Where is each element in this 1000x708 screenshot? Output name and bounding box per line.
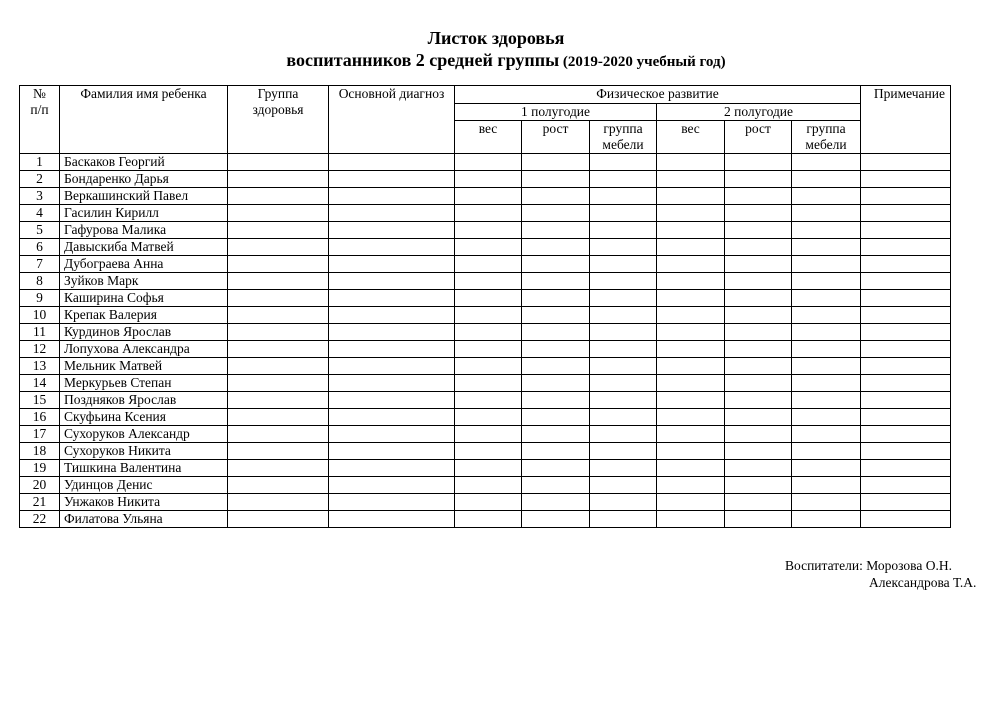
cell-health-group <box>228 477 329 494</box>
cell-h2-height <box>725 188 792 205</box>
table-row <box>20 324 951 341</box>
cell-num: 2 <box>20 171 60 188</box>
cell-diagnosis <box>329 324 455 341</box>
header-h1-furniture-line1: группа <box>603 121 643 136</box>
cell-health-group <box>228 375 329 392</box>
cell-num: 14 <box>20 375 60 392</box>
cell-h2-weight <box>657 256 725 273</box>
cell-h1-weight <box>455 477 522 494</box>
cell-h2-weight <box>657 477 725 494</box>
cell-child-name: Скуфьина Ксения <box>60 409 228 426</box>
table-row <box>20 222 951 239</box>
cell-diagnosis <box>329 273 455 290</box>
cell-health-group <box>228 273 329 290</box>
table-row <box>20 290 951 307</box>
cell-h1-weight <box>455 392 522 409</box>
cell-health-group <box>228 358 329 375</box>
cell-h1-furniture <box>590 460 657 477</box>
cell-h2-height <box>725 324 792 341</box>
cell-child-name: Сухоруков Александр <box>60 426 228 443</box>
cell-num: 3 <box>20 188 60 205</box>
cell-h2-height <box>725 273 792 290</box>
cell-child-name: Тишкина Валентина <box>60 460 228 477</box>
header-half1: 1 полугодие <box>455 104 657 121</box>
cell-h2-weight <box>657 358 725 375</box>
header-h1-height: рост <box>522 121 590 154</box>
cell-h2-height <box>725 375 792 392</box>
cell-child-name: Давыскиба Матвей <box>60 239 228 256</box>
cell-diagnosis <box>329 222 455 239</box>
cell-h1-weight <box>455 341 522 358</box>
cell-h1-height <box>522 426 590 443</box>
cell-h2-furniture <box>792 375 861 392</box>
cell-h1-height <box>522 392 590 409</box>
cell-h1-height <box>522 171 590 188</box>
cell-h1-height <box>522 273 590 290</box>
cell-h1-weight <box>455 154 522 171</box>
cell-health-group <box>228 205 329 222</box>
cell-h2-weight <box>657 460 725 477</box>
cell-h1-height <box>522 256 590 273</box>
cell-health-group <box>228 222 329 239</box>
cell-h2-height <box>725 341 792 358</box>
cell-num: 13 <box>20 358 60 375</box>
header-health-group-line2: здоровья <box>252 102 304 117</box>
cell-h2-weight <box>657 273 725 290</box>
cell-health-group <box>228 392 329 409</box>
cell-health-group <box>228 511 329 528</box>
cell-h1-height <box>522 460 590 477</box>
header-note: Примечание <box>861 86 951 154</box>
cell-child-name: Филатова Ульяна <box>60 511 228 528</box>
cell-child-name: Дубограева Анна <box>60 256 228 273</box>
cell-note <box>861 392 951 409</box>
subtitle-group: воспитанников 2 средней группы <box>286 50 560 70</box>
cell-diagnosis <box>329 443 455 460</box>
table-row <box>20 341 951 358</box>
cell-h1-weight <box>455 511 522 528</box>
cell-diagnosis <box>329 426 455 443</box>
cell-h1-weight <box>455 239 522 256</box>
header-h1-furniture-line2: мебели <box>602 137 644 152</box>
cell-h1-weight <box>455 375 522 392</box>
cell-num: 21 <box>20 494 60 511</box>
cell-diagnosis <box>329 171 455 188</box>
cell-note <box>861 188 951 205</box>
cell-h2-height <box>725 358 792 375</box>
cell-num: 12 <box>20 341 60 358</box>
cell-h2-weight <box>657 341 725 358</box>
cell-child-name: Унжаков Никита <box>60 494 228 511</box>
cell-h1-height <box>522 290 590 307</box>
cell-h2-height <box>725 443 792 460</box>
table-row <box>20 171 951 188</box>
table-row <box>20 494 951 511</box>
header-h2-weight: вес <box>657 121 725 154</box>
cell-h1-weight <box>455 426 522 443</box>
cell-num: 18 <box>20 443 60 460</box>
cell-diagnosis <box>329 392 455 409</box>
cell-diagnosis <box>329 205 455 222</box>
cell-h2-weight <box>657 205 725 222</box>
cell-health-group <box>228 494 329 511</box>
header-health-group <box>228 86 329 154</box>
cell-h1-weight <box>455 443 522 460</box>
cell-h2-weight <box>657 307 725 324</box>
cell-child-name: Веркашинский Павел <box>60 188 228 205</box>
cell-h1-height <box>522 154 590 171</box>
cell-note <box>861 256 951 273</box>
cell-num: 10 <box>20 307 60 324</box>
cell-diagnosis <box>329 409 455 426</box>
cell-num: 5 <box>20 222 60 239</box>
cell-h2-weight <box>657 290 725 307</box>
cell-health-group <box>228 154 329 171</box>
cell-child-name: Курдинов Ярослав <box>60 324 228 341</box>
cell-h1-furniture <box>590 375 657 392</box>
cell-diagnosis <box>329 256 455 273</box>
cell-child-name: Бондаренко Дарья <box>60 171 228 188</box>
cell-note <box>861 511 951 528</box>
cell-h2-weight <box>657 426 725 443</box>
header-h2-furniture <box>792 121 861 154</box>
cell-h1-height <box>522 307 590 324</box>
teachers-label: Воспитатели: Морозова О.Н. <box>785 558 952 573</box>
cell-h1-furniture <box>590 171 657 188</box>
cell-h1-furniture <box>590 290 657 307</box>
cell-num: 8 <box>20 273 60 290</box>
cell-h1-height <box>522 375 590 392</box>
table-row <box>20 460 951 477</box>
cell-h1-furniture <box>590 256 657 273</box>
header-h2-furniture-line2: мебели <box>805 137 847 152</box>
table-row <box>20 358 951 375</box>
cell-h1-height <box>522 188 590 205</box>
cell-h1-furniture <box>590 392 657 409</box>
cell-h2-weight <box>657 171 725 188</box>
cell-h2-height <box>725 494 792 511</box>
cell-health-group <box>228 443 329 460</box>
cell-h1-weight <box>455 460 522 477</box>
cell-h2-furniture <box>792 188 861 205</box>
cell-h2-furniture <box>792 358 861 375</box>
table-row <box>20 511 951 528</box>
cell-h2-weight <box>657 494 725 511</box>
cell-health-group <box>228 307 329 324</box>
cell-child-name: Мельник Матвей <box>60 358 228 375</box>
header-health-group-line1: Группа <box>257 86 299 101</box>
header-diagnosis: Основной диагноз <box>329 86 455 154</box>
cell-child-name: Удинцов Денис <box>60 477 228 494</box>
cell-h2-furniture <box>792 460 861 477</box>
cell-health-group <box>228 341 329 358</box>
cell-h2-height <box>725 171 792 188</box>
cell-h2-furniture <box>792 205 861 222</box>
document-title: Листок здоровья <box>427 28 565 48</box>
cell-h2-height <box>725 256 792 273</box>
header-physical: Физическое развитие <box>455 86 861 104</box>
cell-diagnosis <box>329 375 455 392</box>
cell-child-name: Лопухова Александра <box>60 341 228 358</box>
cell-note <box>861 222 951 239</box>
cell-h1-height <box>522 341 590 358</box>
table-row <box>20 375 951 392</box>
cell-h1-height <box>522 409 590 426</box>
header-h2-height: рост <box>725 121 792 154</box>
cell-h2-height <box>725 460 792 477</box>
cell-h1-weight <box>455 494 522 511</box>
cell-num: 7 <box>20 256 60 273</box>
header-h1-furniture <box>590 121 657 154</box>
cell-h1-furniture <box>590 188 657 205</box>
cell-diagnosis <box>329 511 455 528</box>
cell-h1-height <box>522 477 590 494</box>
cell-num: 20 <box>20 477 60 494</box>
cell-h2-furniture <box>792 443 861 460</box>
cell-h1-furniture <box>590 426 657 443</box>
cell-note <box>861 154 951 171</box>
table-row <box>20 256 951 273</box>
cell-h1-height <box>522 443 590 460</box>
cell-note <box>861 358 951 375</box>
cell-diagnosis <box>329 154 455 171</box>
cell-h1-furniture <box>590 205 657 222</box>
cell-h2-weight <box>657 222 725 239</box>
cell-h1-furniture <box>590 222 657 239</box>
cell-child-name: Баскаков Георгий <box>60 154 228 171</box>
table-row <box>20 477 951 494</box>
cell-child-name: Поздняков Ярослав <box>60 392 228 409</box>
cell-num: 1 <box>20 154 60 171</box>
cell-h1-furniture <box>590 443 657 460</box>
cell-note <box>861 477 951 494</box>
cell-h1-weight <box>455 409 522 426</box>
cell-num: 6 <box>20 239 60 256</box>
cell-note <box>861 307 951 324</box>
cell-note <box>861 341 951 358</box>
cell-h2-furniture <box>792 511 861 528</box>
cell-health-group <box>228 426 329 443</box>
cell-note <box>861 426 951 443</box>
cell-diagnosis <box>329 494 455 511</box>
cell-h1-weight <box>455 358 522 375</box>
cell-h1-weight <box>455 273 522 290</box>
cell-diagnosis <box>329 290 455 307</box>
cell-num: 4 <box>20 205 60 222</box>
cell-h1-weight <box>455 171 522 188</box>
health-table <box>19 85 951 528</box>
cell-h1-furniture <box>590 511 657 528</box>
cell-health-group <box>228 188 329 205</box>
cell-h2-height <box>725 307 792 324</box>
cell-h2-weight <box>657 154 725 171</box>
cell-num: 16 <box>20 409 60 426</box>
cell-h2-weight <box>657 409 725 426</box>
cell-h1-height <box>522 494 590 511</box>
cell-num: 15 <box>20 392 60 409</box>
cell-h1-weight <box>455 222 522 239</box>
cell-h1-furniture <box>590 154 657 171</box>
cell-h1-height <box>522 205 590 222</box>
cell-num: 19 <box>20 460 60 477</box>
cell-h2-weight <box>657 324 725 341</box>
cell-h2-weight <box>657 188 725 205</box>
cell-note <box>861 273 951 290</box>
teacher-name-2: Александрова Т.А. <box>869 575 977 590</box>
header-num-line2: п/п <box>30 102 49 117</box>
cell-health-group <box>228 256 329 273</box>
cell-h2-height <box>725 222 792 239</box>
cell-diagnosis <box>329 477 455 494</box>
cell-h2-weight <box>657 392 725 409</box>
header-h1-weight: вес <box>455 121 522 154</box>
cell-h2-furniture <box>792 290 861 307</box>
cell-h2-furniture <box>792 392 861 409</box>
cell-h2-height <box>725 426 792 443</box>
cell-h2-furniture <box>792 222 861 239</box>
cell-num: 22 <box>20 511 60 528</box>
cell-health-group <box>228 409 329 426</box>
cell-h2-furniture <box>792 273 861 290</box>
cell-diagnosis <box>329 188 455 205</box>
header-h2-furniture-line1: группа <box>806 121 846 136</box>
cell-h2-furniture <box>792 307 861 324</box>
cell-h1-furniture <box>590 307 657 324</box>
cell-child-name: Меркурьев Степан <box>60 375 228 392</box>
cell-h1-furniture <box>590 358 657 375</box>
table-row <box>20 443 951 460</box>
cell-h1-furniture <box>590 273 657 290</box>
cell-child-name: Сухоруков Никита <box>60 443 228 460</box>
cell-h2-furniture <box>792 341 861 358</box>
cell-health-group <box>228 290 329 307</box>
document-subtitle <box>6 51 1000 70</box>
cell-diagnosis <box>329 358 455 375</box>
cell-h2-weight <box>657 443 725 460</box>
cell-h1-furniture <box>590 324 657 341</box>
cell-h2-height <box>725 511 792 528</box>
cell-h2-height <box>725 477 792 494</box>
cell-h1-furniture <box>590 239 657 256</box>
cell-h2-height <box>725 205 792 222</box>
cell-h2-weight <box>657 239 725 256</box>
cell-h1-furniture <box>590 341 657 358</box>
cell-health-group <box>228 239 329 256</box>
cell-health-group <box>228 460 329 477</box>
header-name: Фамилия имя ребенка <box>60 86 228 154</box>
table-row <box>20 273 951 290</box>
cell-h2-height <box>725 409 792 426</box>
table-row <box>20 205 951 222</box>
cell-note <box>861 239 951 256</box>
cell-diagnosis <box>329 239 455 256</box>
cell-h2-weight <box>657 511 725 528</box>
table-row <box>20 188 951 205</box>
cell-h1-height <box>522 324 590 341</box>
cell-h1-furniture <box>590 477 657 494</box>
cell-note <box>861 409 951 426</box>
cell-h2-furniture <box>792 494 861 511</box>
cell-num: 11 <box>20 324 60 341</box>
cell-h2-height <box>725 392 792 409</box>
cell-h1-height <box>522 511 590 528</box>
cell-h1-weight <box>455 256 522 273</box>
table-row <box>20 154 951 171</box>
header-num-line1: № <box>33 86 46 101</box>
cell-note <box>861 205 951 222</box>
cell-note <box>861 375 951 392</box>
cell-h1-height <box>522 358 590 375</box>
table-row <box>20 426 951 443</box>
subtitle-year: (2019-2020 учебный год) <box>559 54 726 70</box>
cell-h1-weight <box>455 324 522 341</box>
cell-health-group <box>228 324 329 341</box>
cell-child-name: Крепак Валерия <box>60 307 228 324</box>
cell-child-name: Каширина Софья <box>60 290 228 307</box>
cell-h1-furniture <box>590 494 657 511</box>
cell-h2-height <box>725 290 792 307</box>
cell-note <box>861 290 951 307</box>
cell-num: 9 <box>20 290 60 307</box>
header-num <box>20 86 60 154</box>
cell-health-group <box>228 171 329 188</box>
cell-diagnosis <box>329 460 455 477</box>
cell-note <box>861 171 951 188</box>
cell-h2-height <box>725 154 792 171</box>
cell-h2-furniture <box>792 256 861 273</box>
cell-h1-height <box>522 222 590 239</box>
cell-note <box>861 324 951 341</box>
cell-note <box>861 443 951 460</box>
cell-diagnosis <box>329 341 455 358</box>
cell-child-name: Гафурова Малика <box>60 222 228 239</box>
table-row <box>20 392 951 409</box>
cell-h2-furniture <box>792 477 861 494</box>
cell-diagnosis <box>329 307 455 324</box>
cell-h2-furniture <box>792 409 861 426</box>
cell-h2-furniture <box>792 239 861 256</box>
cell-child-name: Зуйков Марк <box>60 273 228 290</box>
cell-child-name: Гасилин Кирилл <box>60 205 228 222</box>
cell-h1-weight <box>455 205 522 222</box>
cell-h2-furniture <box>792 324 861 341</box>
cell-h2-furniture <box>792 426 861 443</box>
cell-h1-weight <box>455 188 522 205</box>
cell-h1-weight <box>455 307 522 324</box>
table-row <box>20 409 951 426</box>
cell-h2-furniture <box>792 171 861 188</box>
cell-note <box>861 460 951 477</box>
cell-h2-weight <box>657 375 725 392</box>
header-half2: 2 полугодие <box>657 104 861 121</box>
cell-h1-weight <box>455 290 522 307</box>
cell-h1-height <box>522 239 590 256</box>
table-row <box>20 239 951 256</box>
cell-num: 17 <box>20 426 60 443</box>
cell-note <box>861 494 951 511</box>
table-row <box>20 307 951 324</box>
cell-h2-furniture <box>792 154 861 171</box>
cell-h1-furniture <box>590 409 657 426</box>
cell-h2-height <box>725 239 792 256</box>
